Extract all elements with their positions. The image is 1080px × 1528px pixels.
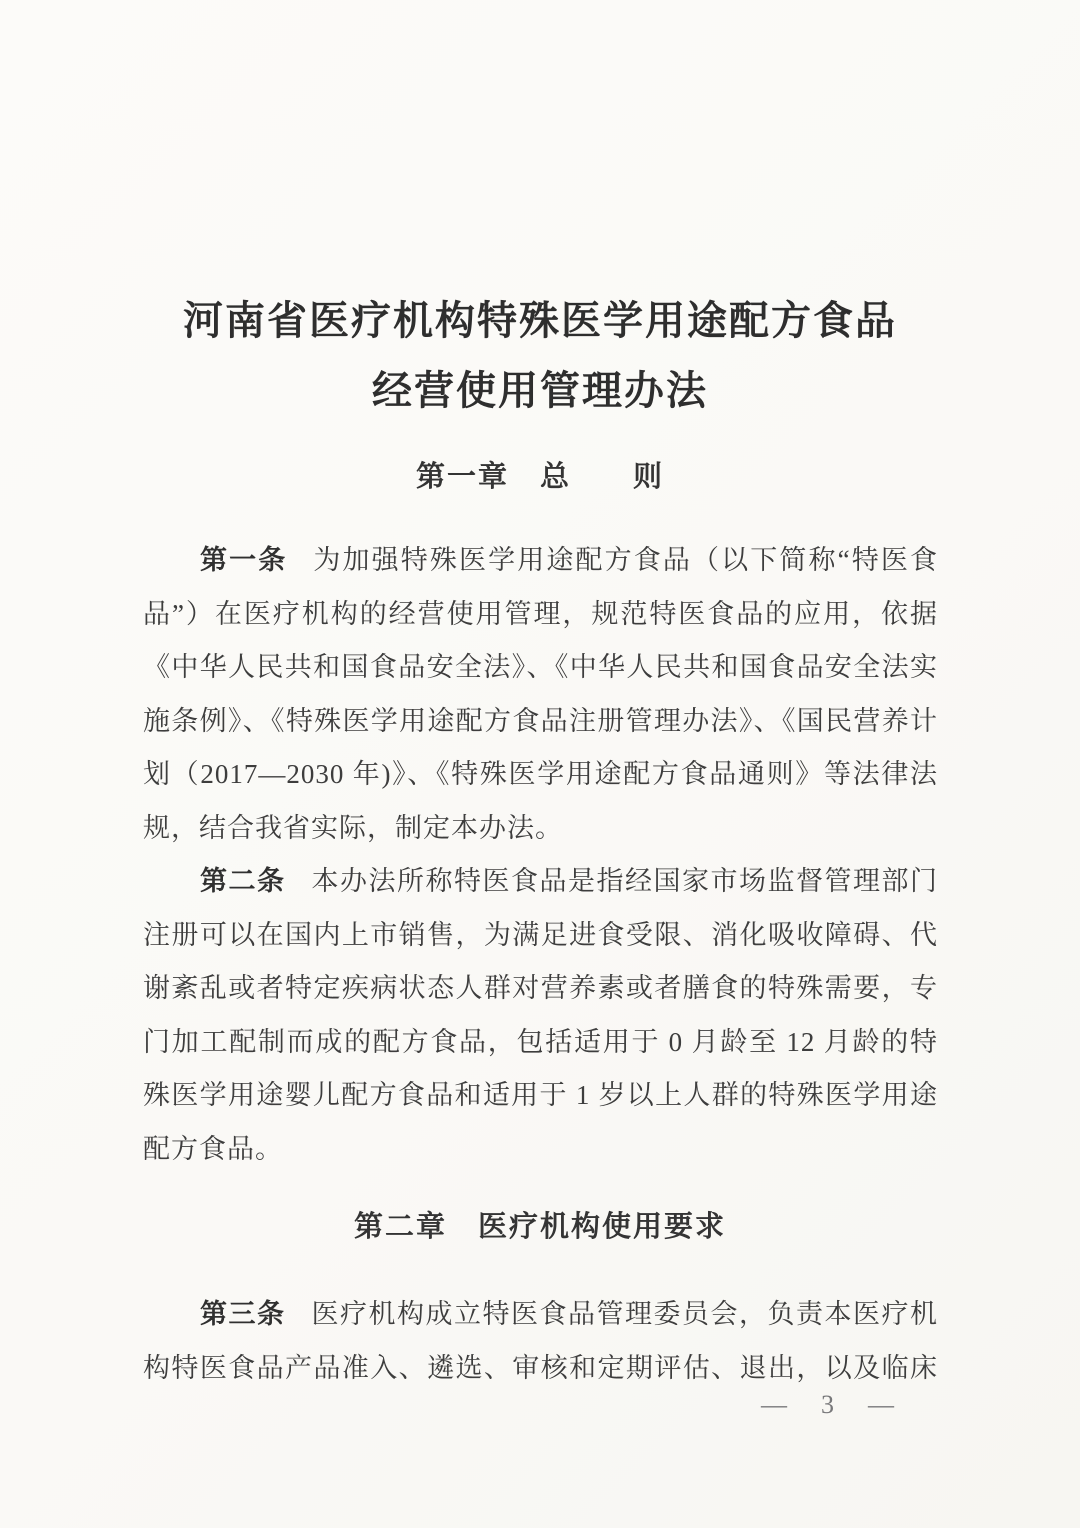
paragraph-line: [143, 1016, 938, 1070]
line-text: 划（2017—2030 年)》、《特殊医学用途配方食品通则》等法律法: [143, 759, 938, 789]
clause-2-label: 第二条: [200, 866, 286, 896]
line-text: 配方食品。: [143, 1133, 283, 1164]
line-text: 谢紊乱或者特定疾病状态人群对营养素或者膳食的特殊需要，专: [143, 973, 938, 1003]
paragraph-line: [143, 962, 938, 1016]
line-text: 注册可以在国内上市销售，为满足进食受限、消化吸收障碍、代: [143, 919, 938, 950]
paragraph-line: [143, 1288, 938, 1342]
line-text: 本办法所称特医食品是指经国家市场监督管理部门: [311, 866, 938, 896]
line-text: 构特医食品产品准入、遴选、审核和定期评估、退出，以及临床: [143, 1352, 938, 1383]
paragraph-line: [143, 748, 938, 802]
paragraph-line: [143, 695, 938, 749]
document-title-line-2: 经营使用管理办法: [372, 368, 708, 413]
paragraph-line: [143, 588, 938, 642]
clause-1-label: 第一条: [200, 545, 288, 575]
document-title-line-1: 河南省医疗机构特殊医学用途配方食品: [183, 298, 897, 343]
chapter-2-heading: 第二章 医疗机构使用要求: [353, 1211, 726, 1243]
clause-3-label: 第三条: [200, 1299, 286, 1329]
paragraph-line: [143, 1069, 938, 1123]
line-text: 规，结合我省实际，制定本办法。: [143, 812, 563, 843]
line-text: 施条例》、《特殊医学用途配方食品注册管理办法》、《国民营养计: [143, 705, 938, 736]
paragraph-line: [143, 534, 938, 588]
line-text: 门加工配制而成的配方食品，包括适用于 0 月龄至 12 月龄的特: [143, 1026, 938, 1057]
body-text-block-2: [143, 1288, 938, 1395]
paragraph-line: [143, 1123, 938, 1177]
line-text: 为加强特殊医学用途配方食品（以下简称“特医食: [313, 545, 939, 575]
paragraph-line: [143, 641, 938, 695]
line-text: 品”）在医疗机构的经营使用管理，规范特医食品的应用，依据: [143, 598, 938, 629]
line-text: 《中华人民共和国食品安全法》、《中华人民共和国食品安全法实: [143, 652, 938, 682]
body-text-block-1: [143, 534, 938, 1176]
paragraph-line: [143, 909, 938, 963]
page-number: — 3 —: [760, 1390, 898, 1419]
chapter-1-heading: 第一章 总 则: [415, 461, 664, 493]
line-text: 殊医学用途婴儿配方食品和适用于 1 岁以上人群的特殊医学用途: [143, 1080, 938, 1110]
line-text: 医疗机构成立特医食品管理委员会，负责本医疗机: [311, 1299, 938, 1329]
paragraph-line: [143, 802, 938, 856]
paragraph-line: [143, 855, 938, 909]
